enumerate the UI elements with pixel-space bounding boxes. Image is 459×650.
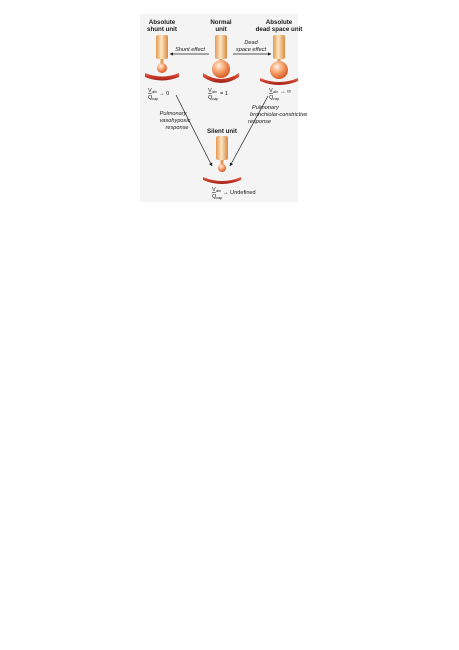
dead-airway-tube [273,35,285,59]
dead-space-effect-label-2: space effect [235,47,267,53]
shunt-airway-tube [156,35,168,59]
shunt-ratio-v-sub: alv [152,89,157,94]
normal-unit-title-2: unit [215,26,227,33]
normal-ratio-q-sub: cap [212,96,219,101]
dead-ratio-v-sub: alv [273,89,278,94]
silent-ratio-value: → Undefined [223,190,256,196]
normal-ratio-value: = 1 [220,91,228,97]
dead-space-unit-title-2: dead space unit [255,26,303,33]
bronchiolar-label-2: bronchiolar-constrictive [250,112,308,118]
dead-space-unit-title-1: Absolute [265,19,293,26]
shunt-ratio-value: → 0 [159,91,170,97]
vasohypoxic-label-3: response [165,125,189,131]
shunt-ratio-q: Q [148,95,153,101]
vasohypoxic-label-1: Pulmonary [159,111,187,117]
silent-ratio-q: Q [212,194,217,200]
dead-ratio-value: → ∞ [280,89,292,95]
shunt-effect-label: Shunt effect [175,47,205,53]
dead-space-effect-label-1: Dead [244,40,258,46]
silent-alveolus [218,164,226,172]
dead-ratio-q: Q [269,95,274,101]
dead-ratio-q-sub: cap [273,96,280,101]
silent-ratio-v: V [212,187,216,193]
vasohypoxic-label-2: vasohypoxic [159,118,191,124]
silent-unit-title: Silent unit [207,128,237,135]
shunt-ratio-q-sub: cap [152,96,159,101]
shunt-unit-title-2: shunt unit [147,26,177,33]
shunt-alveolus [157,63,167,73]
silent-airway-tube [216,136,228,160]
silent-ratio-q-sub: cap [216,195,223,200]
normal-ratio-v-sub: alv [212,89,217,94]
bronchiolar-label-3: response [248,119,272,125]
shunt-unit-title-1: Absolute [148,19,176,26]
normal-airway-tube [215,35,227,59]
normal-ratio-q: Q [208,95,213,101]
dead-alveolus [270,61,288,79]
dead-ratio-v: V [269,88,273,94]
normal-unit-title-1: Normal [210,19,232,26]
normal-alveolus [212,60,230,78]
shunt-ratio-v: V [148,88,152,94]
bronchiolar-label-1: Pulmonary [252,105,279,111]
silent-ratio-v-sub: alv [216,188,221,193]
normal-ratio-v: V [208,88,212,94]
